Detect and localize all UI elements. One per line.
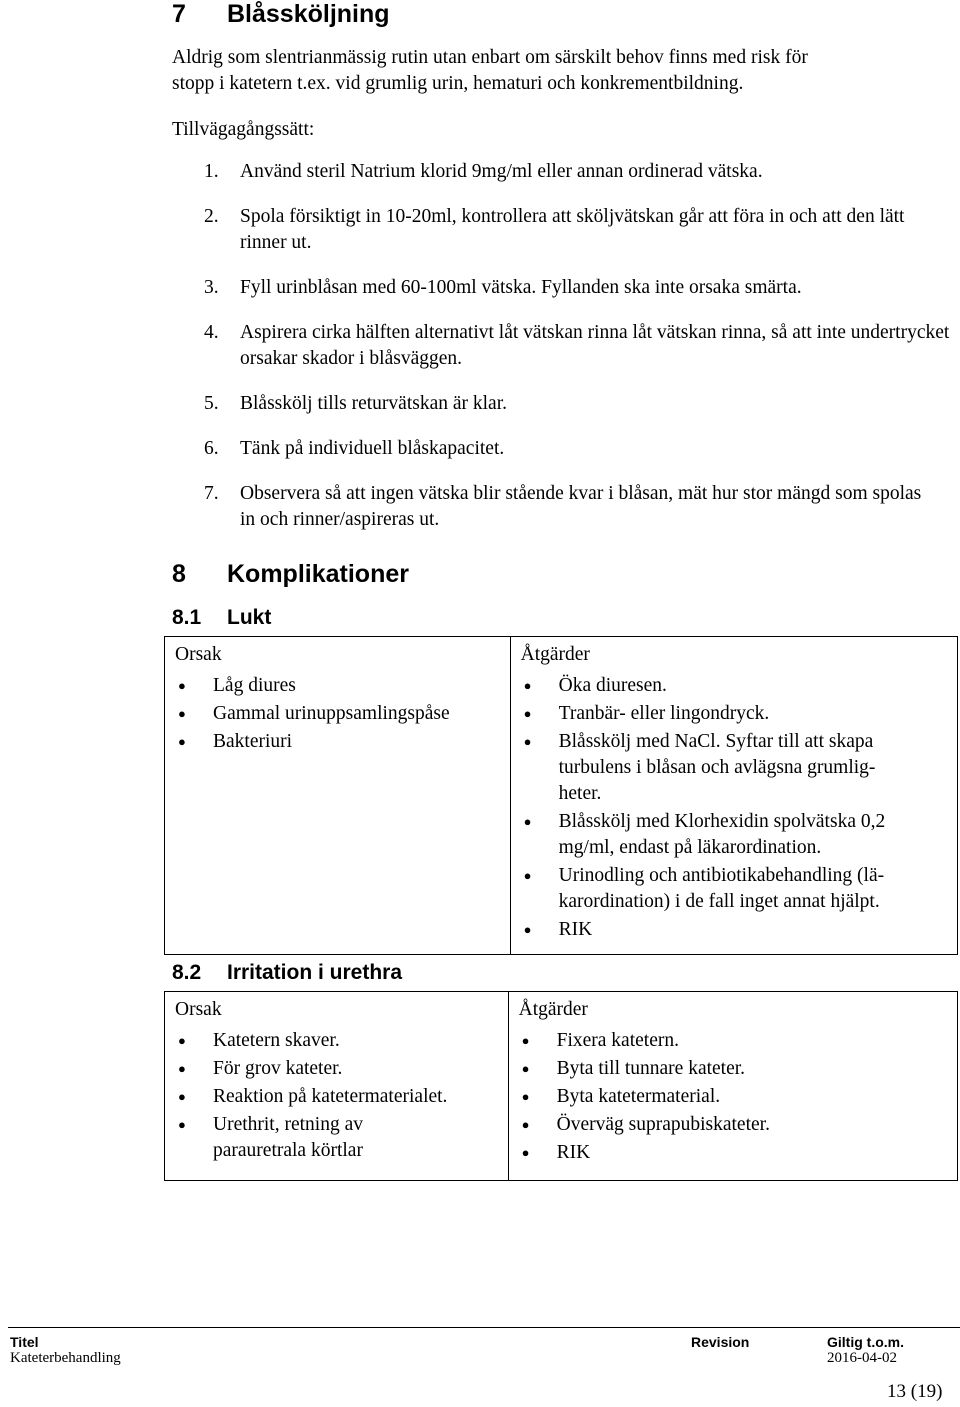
- intro-line: stopp i katetern t.ex. vid grumlig urin, hematuri och konkrementbildning.: [172, 73, 744, 94]
- item-line: parauretrala körtlar: [213, 1140, 363, 1161]
- list-item: [511, 701, 957, 727]
- action-list: [509, 1028, 957, 1166]
- step-number: 1.: [204, 161, 219, 182]
- subsection-number: 8.1: [172, 606, 202, 629]
- footer-divider: [8, 1327, 960, 1328]
- section-title: Komplikationer: [227, 560, 409, 588]
- list-item: [172, 204, 960, 256]
- step-number: 7.: [204, 483, 219, 504]
- step-text: Använd steril Natrium klorid 9mg/ml eller annan ordinerad vätska.: [240, 161, 763, 182]
- list-item: [172, 275, 960, 301]
- cause-header: Orsak: [175, 644, 222, 665]
- list-item: ● Överväg suprapubiskateter.: [509, 1112, 957, 1138]
- subsection-8-2-heading: [172, 961, 402, 985]
- subsection-title: Lukt: [227, 606, 272, 629]
- item-text: Reaktion på katetermaterialet.: [213, 1086, 448, 1107]
- action-header: Åtgärder: [520, 644, 590, 665]
- subsection-8-1-heading: [172, 606, 271, 630]
- section-number: 7: [172, 0, 186, 28]
- list-item: ● Fixera katetern.: [509, 1028, 957, 1054]
- cause-list: [165, 1028, 508, 1164]
- action-list: [511, 673, 957, 943]
- action-column: [510, 637, 957, 955]
- list-item: [172, 436, 960, 462]
- list-item: [511, 673, 957, 699]
- action-header: Åtgärder: [518, 999, 588, 1020]
- irritation-table: [164, 991, 958, 1181]
- cause-column: [165, 992, 509, 1181]
- action-column: [508, 992, 957, 1181]
- section-number: 8: [172, 560, 186, 588]
- list-item: [511, 863, 957, 915]
- procedure-label: Tillvägagångssätt:: [172, 119, 315, 140]
- procedure-steps: [172, 159, 960, 552]
- step-text: Observera så att ingen vätska blir stående kvar i blåsan, mät hur stor mängd som spolas in och rinner/aspireras ut.: [240, 483, 922, 530]
- item-line: ● Urethrit, retning av: [213, 1114, 363, 1135]
- list-item: [165, 1028, 508, 1054]
- list-item: ● Byta katetermaterial.: [509, 1084, 957, 1110]
- page-number: 13 (19): [887, 1381, 943, 1402]
- item-line: turbulens i blåsan och avlägsna grumlig-: [558, 757, 876, 778]
- step-text: Fyll urinblåsan med 60-100ml vätska. Fyllanden ska inte orsaka smärta.: [240, 277, 802, 298]
- list-item: [172, 391, 960, 417]
- cause-column: [165, 637, 511, 955]
- step-text: Tänk på individuell blåskapacitet.: [240, 438, 505, 459]
- footer-valid-label: Giltig t.o.m.: [827, 1334, 904, 1350]
- footer-valid-value: 2016-04-02: [827, 1350, 897, 1366]
- list-item: ● Bakteriuri: [165, 729, 510, 755]
- list-item: ● Gammal urinuppsamlingspåse: [165, 701, 510, 727]
- intro-paragraph: [172, 45, 952, 97]
- lukt-table: [164, 636, 958, 955]
- section-7-heading: [172, 0, 390, 29]
- list-item: ● RIK: [509, 1140, 957, 1166]
- subsection-title: Irritation i urethra: [227, 961, 403, 984]
- list-item: [172, 320, 960, 372]
- item-line: mg/ml, endast på läkarordination.: [558, 837, 822, 858]
- item-line: heter.: [558, 783, 602, 804]
- subsection-number: 8.2: [172, 961, 202, 984]
- list-item: [165, 1112, 508, 1164]
- footer-title-label: Titel: [10, 1334, 39, 1350]
- step-text: Aspirera cirka hälften alternativt låt vätskan rinna låt vätskan rinna, så att inte undertrycket orsakar skador i blåsväggen.: [240, 322, 950, 369]
- footer-title-value: Kateterbehandling: [10, 1350, 121, 1366]
- item-line: ● Blåsskölj med NaCl. Syftar till att skapa: [558, 731, 874, 752]
- step-text: Spola försiktigt in 10-20ml, kontrollera att sköljvätskan går att föra in och att den lätt rinner ut.: [240, 206, 905, 253]
- list-item: [165, 1056, 508, 1082]
- step-number: 2.: [204, 206, 219, 227]
- section-8-heading: [172, 560, 409, 589]
- item-line: ● Urinodling och antibiotikabehandling (lä-: [558, 865, 885, 886]
- footer-revision-label: Revision: [691, 1334, 750, 1350]
- section-title: Blåssköljning: [227, 0, 390, 28]
- item-text: Öka diuresen.: [558, 675, 667, 696]
- cause-header: Orsak: [175, 999, 222, 1020]
- item-line: karordination) i de fall inget annat hjälpt.: [558, 891, 880, 912]
- item-text: Tranbär- eller lingondryck.: [558, 703, 770, 724]
- list-item: [511, 809, 957, 861]
- step-number: 5.: [204, 393, 219, 414]
- list-item: [172, 481, 960, 533]
- list-item: [511, 917, 957, 943]
- step-number: 6.: [204, 438, 219, 459]
- item-text: Katetern skaver.: [213, 1030, 340, 1051]
- cause-list: [165, 673, 510, 755]
- list-item: [165, 1084, 508, 1110]
- item-text: RIK: [558, 919, 593, 940]
- item-text: För grov kateter.: [213, 1058, 343, 1079]
- list-item: ● Byta till tunnare kateter.: [509, 1056, 957, 1082]
- step-number: 3.: [204, 277, 219, 298]
- step-number: 4.: [204, 322, 219, 343]
- list-item: [511, 729, 957, 807]
- intro-line: Aldrig som slentrianmässig rutin utan enbart om särskilt behov finns med risk för: [172, 47, 808, 68]
- item-line: ● Blåsskölj med Klorhexidin spolvätska 0,2: [558, 811, 886, 832]
- step-text: Blåsskölj tills returvätskan är klar.: [240, 393, 507, 414]
- list-item: ● Låg diures: [165, 673, 510, 699]
- list-item: [172, 159, 960, 185]
